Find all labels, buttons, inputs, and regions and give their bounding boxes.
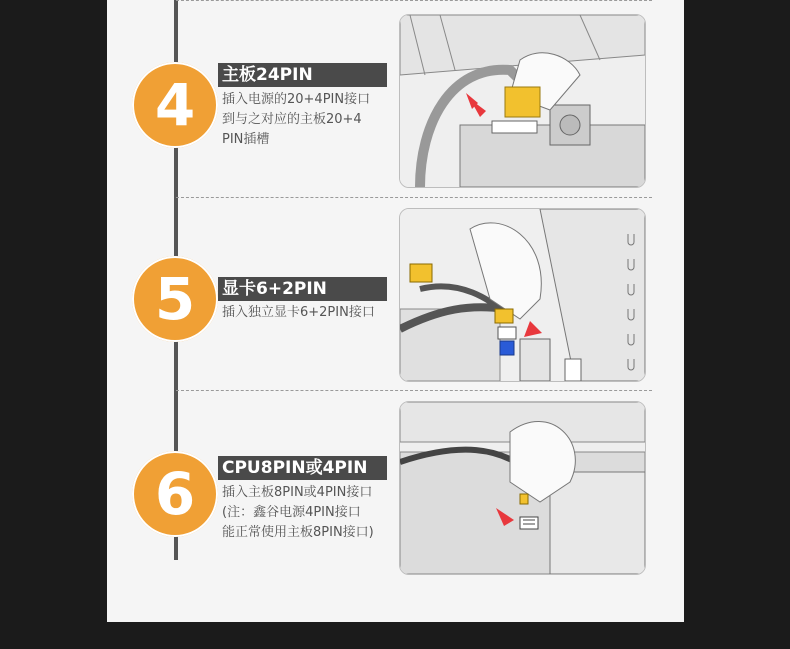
cpu-power-connector-icon bbox=[400, 402, 645, 574]
step-5-number-badge bbox=[132, 256, 218, 342]
motherboard-24pin-connector-icon bbox=[400, 15, 645, 187]
divider-1 bbox=[176, 197, 652, 198]
step-4-line-3: PIN插槽 bbox=[222, 132, 270, 147]
step-5-line-1: 插入独立显卡6+2PIN接口 bbox=[222, 305, 375, 320]
step-6-number-badge bbox=[132, 451, 218, 537]
step-4-number: 4 bbox=[154, 71, 196, 139]
cpu-power-illustration bbox=[399, 401, 646, 575]
step-5-description bbox=[222, 303, 394, 323]
step-4-line-1: 插入电源的20+4PIN接口 bbox=[222, 92, 371, 107]
step-6-description bbox=[222, 483, 394, 543]
step-6-line-3: 能正常使用主板8PIN接口) bbox=[222, 525, 374, 540]
divider-2 bbox=[176, 390, 652, 391]
step-6-line-1: 插入主板8PIN或4PIN接口 bbox=[222, 485, 373, 500]
divider-top bbox=[176, 0, 652, 1]
step-6-line-2: (注：鑫谷电源4PIN接口 bbox=[222, 505, 361, 520]
graphics-card-power-illustration bbox=[399, 208, 646, 382]
step-6-number: 6 bbox=[154, 460, 196, 528]
step-4-title: 主板24PIN bbox=[218, 63, 387, 87]
step-4-line-2: 到与之对应的主板20+4 bbox=[222, 112, 362, 127]
step-5-number: 5 bbox=[154, 265, 196, 333]
step-4-description bbox=[222, 90, 394, 150]
step-6-title: CPU8PIN或4PIN bbox=[218, 456, 387, 480]
step-5-title: 显卡6+2PIN bbox=[218, 277, 387, 301]
step-4-number-badge bbox=[132, 62, 218, 148]
motherboard-24pin-illustration bbox=[399, 14, 646, 188]
graphics-card-power-connector-icon bbox=[400, 209, 645, 381]
